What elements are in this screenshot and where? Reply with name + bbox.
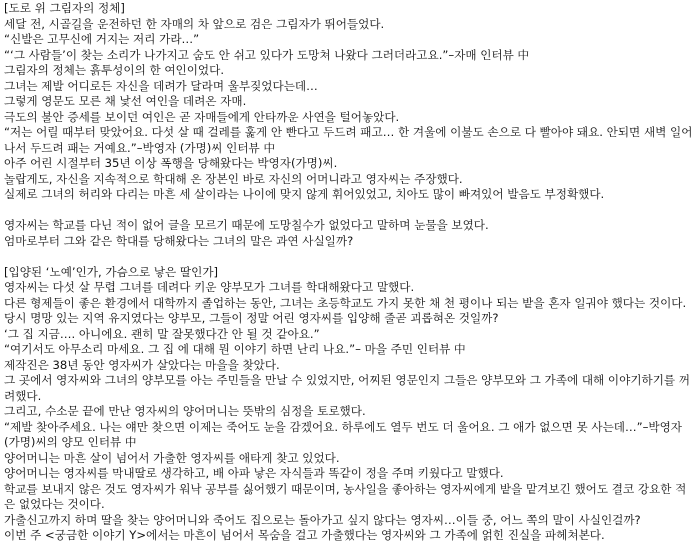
paragraph-gap	[4, 249, 696, 265]
text-line: 영자씨는 다섯 살 무렵 그녀를 데려다 키운 양부모가 그녀를 학대해왔다고 말했다.	[4, 280, 415, 294]
text-line: 그 곳에서 영자씨와 그녀의 양부모를 아는 주민들을 만날 수 있었지만, 어찌된 영문인지 그들은 양부모와 그 가족에 대해 이야기하기를 꺼려했다.	[4, 373, 691, 403]
quote-line: “여기서도 아무소리 마세요. 그 집 에 대해 뭔 이야기 하면 난리 나요.”– 마을 주민 인터뷰 中	[4, 342, 466, 356]
article-body	[4, 1, 696, 544]
text-line: 이번 주 <궁금한 이야기 Y>에서는 마흔이 넘어서 목숨을 걸고 가출했다는 영자씨와 그 가족에 얽힌 진실을 파헤쳐본다.	[4, 528, 605, 542]
section-heading: [도로 위 그림자의 정체]	[4, 1, 125, 15]
quote-line: “제발 찾아주세요. 나는 얘만 찾으면 이제는 죽어도 눈을 감겠어요. 하루에도 열두 번도 더 울어요. 그 애가 없으면 못 사는데…”–박영자(가명)씨의 양모 인터뷰 中	[4, 419, 682, 449]
text-line: 그녀는 제발 어디로든 자신을 데려가 달라며 울부짖었다는데…	[4, 78, 318, 93]
text-line: 양어머니는 마흔 살이 넘어서 가출한 영자씨를 애타게 찾고 있었다.	[4, 450, 340, 465]
text-line: 엄마로부터 그와 같은 학대를 당해왔다는 그녀의 말은 과연 사실일까?	[4, 233, 354, 248]
quote-line: “저는 어릴 때부터 맞았어요. 다섯 살 때 걸레를 훑게 안 빤다고 두드려 패고… 한 겨울에 이불도 손으로 다 빨아야 돼요. 안되면 새벽 일어나서 두드려 패는 거예요.”–박영자 (가명)씨 인터뷰 中	[4, 125, 693, 155]
quote-line: ‘그 집 지금…. 아니에요. 괜히 말 잘못했다간 안 될 것 같아요.”	[4, 326, 320, 341]
text-line: 가출신고까지 하며 딸을 찾는 양어머니와 죽어도 집으로는 돌아가고 싶지 않다는 영자씨…이들 중, 어느 쪽의 말이 사실인걸까?	[4, 512, 641, 527]
text-line: 실제로 그녀의 허리와 다리는 마흔 세 살이라는 나이에 맞지 않게 휘어있었고, 치아도 많이 빠져있어 발음도 부정확했다.	[4, 187, 605, 201]
text-line: 아주 어린 시절부터 35년 이상 폭행을 당해왔다는 박영자(가명)씨.	[4, 156, 338, 170]
text-line: 놀랍게도, 자신을 지속적으로 학대해 온 장본인 바로 자신의 어머니라고 영자씨는 주장했다.	[4, 171, 463, 186]
text-line: 다른 형제들이 좋은 환경에서 대학까지 졸업하는 동안, 그녀는 초등학교도 가지 못한 채 천 평이나 되는 밭을 혼자 일궈야 했다는 것이다.	[4, 295, 687, 310]
text-line: 그렇게 영문도 모른 채 낯선 여인을 데려온 자매.	[4, 94, 247, 108]
text-line: 양어머니는 영자씨를 막내딸로 생각하고, 배 아파 낳은 자식들과 똑같이 정을 주며 키웠다고 말했다.	[4, 466, 504, 480]
text-line: 학교를 보내지 않은 것도 영자씨가 워낙 공부를 싫어했기 때문이며, 농사일을 좋아하는 영자씨에게 밭을 맡겨보긴 했어도 결코 강요한 적은 없었다는 것이다.	[4, 481, 687, 511]
text-line: 당시 명망 있는 지역 유지였다는 양부모, 그들이 정말 어린 영자씨를 입양해 줄곧 괴롭혀온 것일까?	[4, 311, 499, 325]
quote-line: “신발은 고무신에 거지는 저리 가라…”	[4, 32, 200, 46]
text-line: 극도의 불안 증세를 보이던 여인은 곧 자매들에게 안타까운 사연을 털어놓았다.	[4, 109, 400, 124]
text-line: 제작진은 38년 동안 영자씨가 살았다는 마을을 찾았다.	[4, 357, 280, 372]
section-heading: [입양된 ‘노예’인가, 가슴으로 낳은 딸인가]	[4, 264, 219, 279]
text-line: 영자씨는 학교를 다닌 적이 없어 글을 모르기 때문에 도망칠수가 없었다고 말하며 눈물을 보였다.	[4, 218, 489, 232]
text-line: 그림자의 정체는 흙투성이의 한 여인이었다.	[4, 63, 225, 77]
text-line: 그리고, 수소문 끝에 만난 영자씨의 양어머니는 뜻밖의 심정을 토로했다.	[4, 404, 366, 418]
quote-line: “‘그 사람들’이 찾는 소리가 나가지고 숨도 안 쉬고 있다가 도망쳐 나왔다 그러더라고요.”–자매 인터뷰 中	[4, 47, 530, 62]
text-line: 세달 전, 시골길을 운전하던 한 자매의 차 앞으로 검은 그림자가 뛰어들었다.	[4, 16, 385, 31]
paragraph-gap	[4, 203, 696, 219]
